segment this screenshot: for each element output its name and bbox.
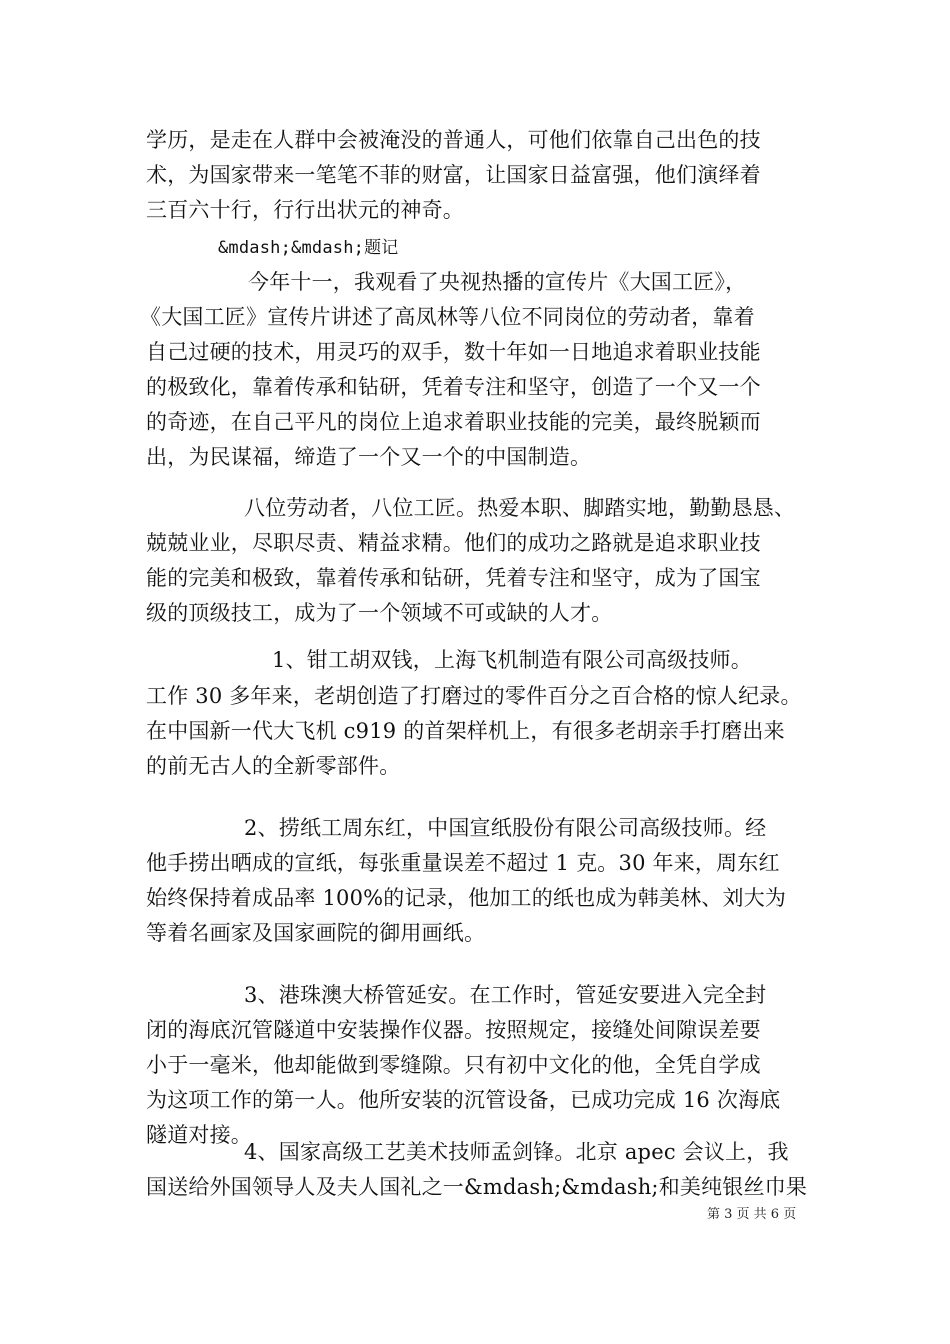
- epigraph-attribution: &mdash;&mdash;题记: [218, 238, 399, 258]
- list-item-heading: 1、钳工胡双钱，上海飞机制造有限公司高级技师。: [272, 648, 752, 672]
- paragraph-line: 《大国工匠》宣传片讲述了高凤林等八位不同岗位的劳动者，靠着: [140, 305, 755, 329]
- paragraph-line: 国送给外国领导人及夫人国礼之一&mdash;&mdash;和美纯银丝巾果: [146, 1175, 808, 1199]
- paragraph-line: 的极致化，靠着传承和钻研，凭着专注和坚守，创造了一个又一个: [146, 375, 761, 399]
- paragraph-line: 在中国新一代大飞机 c919 的首架样机上，有很多老胡亲手打磨出来: [146, 719, 785, 743]
- list-item-heading: 3、港珠澳大桥管延安。在工作时，管延安要进入完全封: [244, 983, 767, 1007]
- paragraph-line: 自己过硬的技术，用灵巧的双手，数十年如一日地追求着职业技能: [146, 340, 761, 364]
- paragraph-line: 为这项工作的第一人。他所安装的沉管设备，已成功完成 16 次海底: [146, 1088, 781, 1112]
- paragraph-line: 隧道对接。: [146, 1123, 252, 1147]
- paragraph-line: 术，为国家带来一笔笔不菲的财富，让国家日益富强，他们演绎着: [146, 163, 761, 187]
- paragraph-line: 闭的海底沉管隧道中安装操作仪器。按照规定，接缝处间隙误差要: [146, 1018, 761, 1042]
- paragraph-line: 八位劳动者，八位工匠。热爱本职、脚踏实地，勤勤恳恳、: [244, 496, 796, 520]
- paragraph-line: 等着名画家及国家画院的御用画纸。: [146, 921, 486, 945]
- paragraph-line: 兢兢业业，尽职尽责、精益求精。他们的成功之路就是追求职业技: [146, 531, 761, 555]
- paragraph-line: 出，为民谋福，缔造了一个又一个的中国制造。: [146, 445, 592, 469]
- list-item-heading: 4、国家高级工艺美术技师孟剑锋。北京 apec 会议上，我: [244, 1140, 789, 1164]
- paragraph-line: 学历，是走在人群中会被淹没的普通人，可他们依靠自己出色的技: [146, 128, 761, 152]
- list-item-heading: 2、捞纸工周东红，中国宣纸股份有限公司高级技师。经: [244, 816, 767, 840]
- paragraph-line: 始终保持着成品率 100%的记录，他加工的纸也成为韩美林、刘大为: [146, 886, 787, 910]
- paragraph-line: 的奇迹，在自己平凡的岗位上追求着职业技能的完美，最终脱颖而: [146, 410, 761, 434]
- paragraph-line: 能的完美和极致，靠着传承和钻研，凭着专注和坚守，成为了国宝: [146, 566, 761, 590]
- paragraph-line: 他手捞出晒成的宣纸，每张重量误差不超过 1 克。30 年来，周东红: [146, 851, 780, 875]
- paragraph-line: 小于一毫米，他却能做到零缝隙。只有初中文化的他，全凭自学成: [146, 1053, 761, 1077]
- paragraph-line: 的前无古人的全新零部件。: [146, 754, 401, 778]
- page-number: 第 3 页 共 6 页: [707, 1207, 797, 1222]
- paragraph-line: 工作 30 多年来，老胡创造了打磨过的零件百分之百合格的惊人纪录。: [146, 684, 802, 708]
- paragraph-line: 级的顶级技工，成为了一个领域不可或缺的人才。: [146, 601, 613, 625]
- paragraph-line: 三百六十行，行行出状元的神奇。: [146, 198, 464, 222]
- paragraph-line: 今年十一，我观看了央视热播的宣传片《大国工匠》，: [248, 270, 747, 294]
